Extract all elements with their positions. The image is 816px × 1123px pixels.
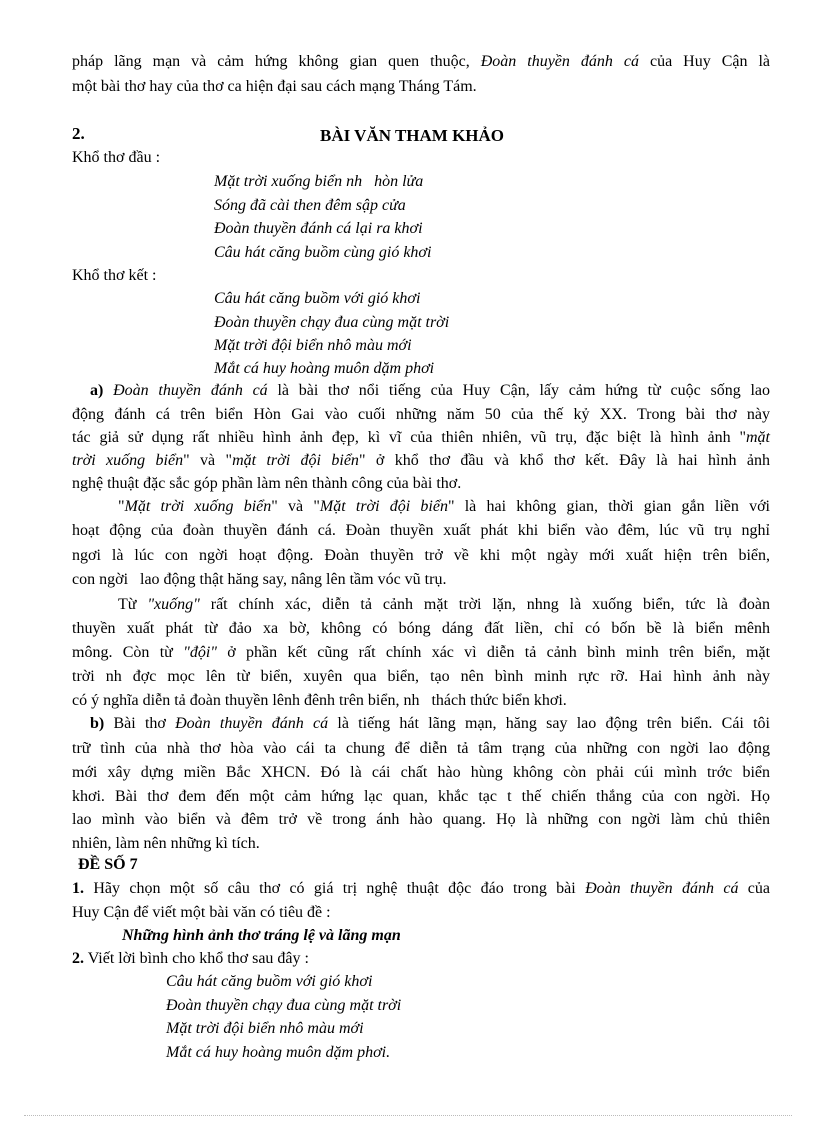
poem-title-reference: Đoàn thuyền đánh cá	[585, 880, 739, 897]
essay-p2-line-1: "Mặt trời xuống biển" và "Mặt trời đội biển" là hai không gian, thời gian gắn liền với	[118, 498, 770, 515]
essay-p3-line-4: trời nh đợc mọc lên từ biển, xuyên qua biển, tạo nên bình minh rực rỡ. Hai hình ảnh này	[72, 668, 770, 685]
essay-b-line-1	[90, 714, 770, 734]
poem-line: Đoàn thuyền chạy đua cùng mặt trời	[166, 997, 402, 1014]
essay-a-line-2: động đánh cá trên biển Hòn Gai vào cuối những năm 50 của thế kỷ XX. Trong bài thơ này	[72, 406, 770, 423]
poem-line: Mặt trời đội biển nhô màu mới	[214, 337, 412, 354]
question-text: Hãy chọn một số câu thơ có giá trị nghệ thuật độc đáo trong bài	[84, 880, 586, 897]
intro-line-1	[72, 52, 770, 72]
essay-text: mông. Còn từ	[72, 644, 184, 661]
quoted-phrase: Mặt trời xuống biển	[124, 498, 272, 515]
essay-p3-line-2: thuyền xuất phát từ đảo xa bờ, không có bóng dáng đất liền, chỉ có bốn bề là biển mênh	[72, 620, 770, 637]
quoted-phrase: Mặt trời đội biển	[319, 498, 448, 515]
quoted-phrase: "xuống"	[147, 596, 200, 613]
essay-b-line-4: khơi. Bài thơ đem đến một cảm hứng lạc quan, khắc tạc t thế chiến thắng của con ngời. Họ	[72, 788, 770, 805]
question-text: của	[738, 880, 771, 897]
intro-text: của Huy Cận là	[638, 53, 771, 70]
essay-text: rất chính xác, diễn tả cảnh mặt trời lặn, nhng là xuống biển, tức là đoàn	[199, 596, 770, 613]
essay-topic-title: Những hình ảnh thơ tráng lệ và lãng mạn	[122, 927, 401, 944]
quoted-phrase: trời xuống biển	[72, 452, 184, 469]
intro-text: pháp lãng mạn và cảm hứng không gian quen thuộc,	[72, 53, 481, 70]
question-number: 2.	[72, 950, 84, 967]
essay-a-line-4	[72, 451, 770, 471]
essay-text: ở phần kết cũng rất chính xác vì diễn tả cảnh bình minh trên biển, mặt	[217, 644, 771, 661]
poem-line: Mặt trời xuống biển nh hòn lửa	[214, 173, 424, 190]
essay-text: là bài thơ nổi tiếng của Huy Cận, lấy cảm hứng từ cuộc sống lao	[267, 382, 771, 399]
question1-line-2: Huy Cận để viết một bài văn có tiêu đề :	[72, 904, 331, 921]
stanza2-label: Khổ thơ kết :	[72, 267, 157, 284]
essay-p3-line-3	[72, 643, 770, 663]
question-text: Viết lời bình cho khổ thơ sau đây :	[84, 950, 309, 967]
essay-a-line-3	[72, 428, 770, 448]
poem-title-reference: Đoàn thuyền đánh cá	[175, 715, 329, 732]
poem-line: Sóng đã cài then đêm sập cửa	[214, 197, 406, 214]
poem-line: Mặt trời đội biển nhô màu mới	[166, 1020, 364, 1037]
essay-b-line-2: trữ tình của nhà thơ hòa vào cái ta chung để diễn tả tâm trạng của những con ngời lao động	[72, 740, 770, 757]
exercise-title: ĐỀ SỐ 7	[78, 856, 138, 873]
quoted-phrase: mặt	[746, 429, 770, 446]
essay-p2-line-3: ngơi là lúc con ngời hoạt động. Đoàn thuyền trở về khi một ngày mới xuất hiện trên biển,	[72, 547, 770, 564]
poem-line: Mắt cá huy hoàng muôn dặm phơi.	[166, 1044, 391, 1061]
intro-line-2: một bài thơ hay của thơ ca hiện đại sau cách mạng Tháng Tám.	[72, 78, 477, 95]
quoted-phrase: "đội"	[183, 644, 218, 661]
essay-text: " là hai không gian, thời gian gắn liền với	[447, 498, 770, 515]
essay-a-line-1	[90, 381, 770, 401]
essay-p2-line-4: con ngời lao động thật hăng say, nâng lên tầm vóc vũ trụ.	[72, 571, 447, 588]
poem-line: Câu hát căng buồm với gió khơi	[166, 973, 373, 990]
essay-p2-line-2: hoạt động của đoàn thuyền đánh cá. Đoàn thuyền xuất phát khi biển vào đêm, lúc vũ trụ nghỉ	[72, 522, 770, 539]
point-label: b)	[90, 715, 105, 732]
poem-line: Đoàn thuyền chạy đua cùng mặt trời	[214, 314, 450, 331]
question1-line-1	[72, 879, 770, 899]
poem-line: Câu hát căng buồm với gió khơi	[214, 290, 421, 307]
essay-text: Bài thơ	[104, 715, 176, 732]
question2-line	[72, 949, 309, 969]
section-title: BÀI VĂN THAM KHẢO	[320, 126, 505, 145]
question-number: 1.	[72, 880, 84, 897]
essay-p3-line-1	[118, 595, 770, 615]
essay-text: " và "	[183, 452, 233, 469]
essay-text: tác giả sử dụng rất nhiều hình ảnh đẹp, kì vĩ của thiên nhiên, vũ trụ, đặc biệt là hình ảnh "	[72, 429, 746, 446]
essay-text: Từ	[118, 596, 148, 613]
essay-text: là tiếng hát lãng mạn, hăng say lao động trên biển. Cái tôi	[328, 715, 771, 732]
essay-text: " ở khổ thơ đầu và khổ thơ kết. Đây là hai hình ảnh	[358, 452, 770, 469]
section-number: 2.	[72, 124, 85, 143]
poem-line: Câu hát căng buồm cùng gió khơi	[214, 244, 432, 261]
poem-title-reference: Đoàn thuyền đánh cá	[113, 382, 268, 399]
essay-p3-line-5: có ý nghĩa diễn tả đoàn thuyền lênh đênh trên biển, nh thách thức biển khơi.	[72, 692, 567, 709]
poem-title-reference: Đoàn thuyền đánh cá	[480, 53, 639, 70]
poem-line: Mắt cá huy hoàng muôn dặm phơi	[214, 360, 435, 377]
stanza1-label: Khổ thơ đầu :	[72, 149, 161, 166]
essay-b-line-6: nhiên, làm nên những kì tích.	[72, 835, 260, 852]
page-bottom-border	[24, 1115, 792, 1116]
essay-text: " và "	[271, 498, 320, 515]
quoted-phrase: mặt trời đội biển	[232, 452, 359, 469]
essay-a-line-5: nghệ thuật đặc sắc góp phần làm nên thành công của bài thơ.	[72, 475, 462, 492]
poem-line: Đoàn thuyền đánh cá lại ra khơi	[214, 220, 423, 237]
point-label: a)	[90, 382, 104, 399]
essay-b-line-3: mới xây dựng miền Bắc XHCN. Đó là cái chất hào hùng không còn phải cúi mình trớc biển	[72, 764, 770, 781]
essay-b-line-5: lao mình vào biển và đêm trở về trong ánh hào quang. Họ là những con ngời làm chủ thiên	[72, 811, 770, 828]
